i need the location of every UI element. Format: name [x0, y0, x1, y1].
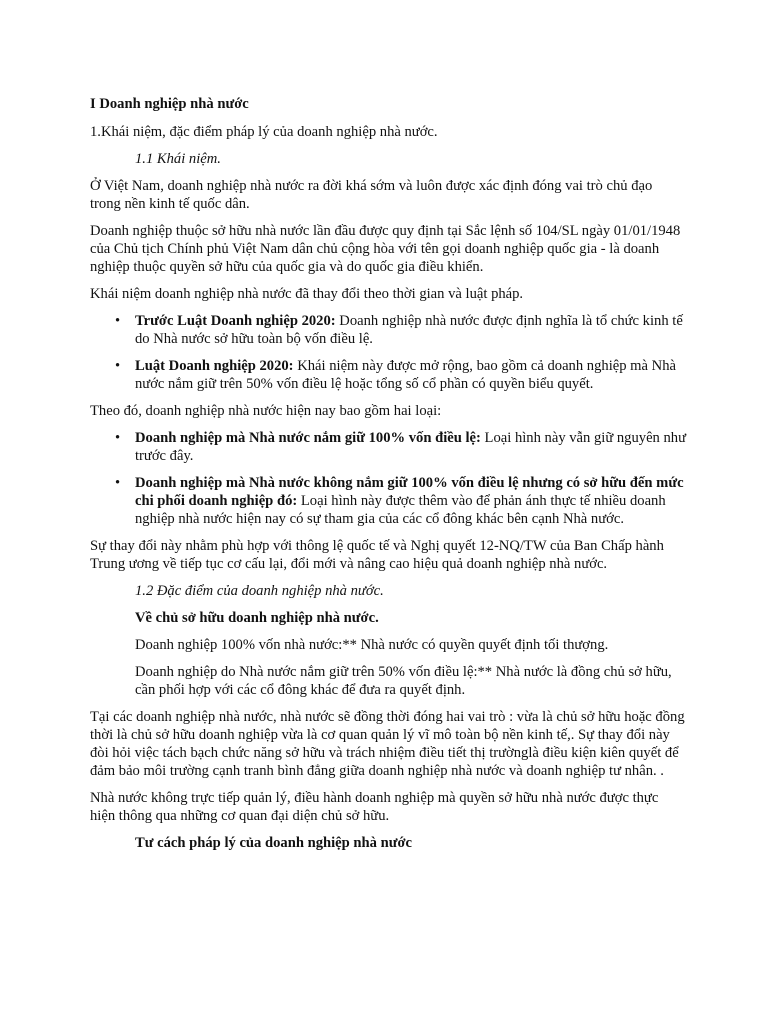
list-item-label: Trước Luật Doanh nghiệp 2020: [135, 313, 336, 329]
list-item [135, 357, 686, 393]
paragraph: Doanh nghiệp do Nhà nước nắm giữ trên 50% vốn điều lệ:** Nhà nước là đồng chủ sở hữu, cần phối hợp với các cổ đông khác để đưa ra quyết định. [135, 664, 672, 698]
document-body [90, 95, 686, 861]
paragraph: Khái niệm doanh nghiệp nhà nước đã thay đổi theo thời gian và luật pháp. [90, 286, 524, 302]
list-item-text: Loại hình này được thêm vào để phản ánh thực tế nhiều doanh nghiệp nhà nước hiện nay có sự tham gia của các cổ đông khác bên cạnh Nhà nước. [135, 493, 666, 527]
list-item-text: Khái niệm này được mở rộng, bao gồm cả doanh nghiệp mà Nhà nước nắm giữ trên 50% vốn điều lệ hoặc tổng số cổ phần có quyền biểu quyết. [135, 358, 676, 392]
section-heading-1: 1.Khái niệm, đặc điểm pháp lý của doanh nghiệp nhà nước. [90, 124, 438, 140]
paragraph: Tại các doanh nghiệp nhà nước, nhà nước sẽ đồng thời đóng hai vai trò : vừa là chủ sở hữu hoặc đồng thời là chủ sở hữu doanh nghiệp vừa là cơ quan quản lý vĩ mô toàn bộ nền kinh tế,. Sự thay đổi này đòi hỏi việc tách bạch chức năng sở hữu và trách nhiệm điều tiết thị trườnglà điều kiện kiên quyết để đảm bảo môi trường cạnh tranh bình đẳng giữa doanh nghiệp nhà nước và doanh nghiệp tư nhân. . [90, 709, 685, 779]
paragraph: Sự thay đổi này nhằm phù hợp với thông lệ quốc tế và Nghị quyết 12-NQ/TW của Ban Chấp hành Trung ương về tiếp tục cơ cấu lại, đổi mới và nâng cao hiệu quả doanh nghiệp nhà nước. [90, 538, 664, 572]
list-item [135, 312, 686, 348]
list-item-label: Doanh nghiệp mà Nhà nước không nắm giữ 100% vốn điều lệ nhưng có sở hữu đến mức chi phối doanh nghiệp đó: [135, 475, 684, 509]
list-item [135, 429, 686, 465]
heading-ownership: Về chủ sở hữu doanh nghiệp nhà nước. [135, 610, 379, 626]
list-item [135, 474, 686, 528]
list-item-label: Doanh nghiệp mà Nhà nước nắm giữ 100% vốn điều lệ: [135, 430, 481, 446]
paragraph: Nhà nước không trực tiếp quản lý, điều hành doanh nghiệp mà quyền sở hữu nhà nước được thực hiện thông qua những cơ quan đại diện chủ sở hữu. [90, 790, 659, 824]
bullet-list-enterprise-types [90, 429, 686, 528]
subsection-heading-1-1: 1.1 Khái niệm. [135, 151, 221, 167]
paragraph: Ở Việt Nam, doanh nghiệp nhà nước ra đời khá sớm và luôn được xác định đóng vai trò chủ đạo trong nền kinh tế quốc dân. [90, 178, 653, 212]
paragraph: Doanh nghiệp thuộc sở hữu nhà nước lần đầu được quy định tại Sắc lệnh số 104/SL ngày 01/01/1948 của Chủ tịch Chính phủ Việt Nam dân chủ cộng hòa với tên gọi doanh nghiệp quốc gia - là doanh nghiệp thuộc quyền sở hữu của quốc gia và do quốc gia điều khiển. [90, 223, 681, 275]
paragraph: Theo đó, doanh nghiệp nhà nước hiện nay bao gồm hai loại: [90, 403, 442, 419]
list-item-text: Doanh nghiệp nhà nước được định nghĩa là tổ chức kinh tế do Nhà nước sở hữu toàn bộ vốn điều lệ. [135, 313, 683, 347]
bullet-list-law-changes [90, 312, 686, 393]
heading-legal-status: Tư cách pháp lý của doanh nghiệp nhà nước [135, 835, 413, 851]
list-item-label: Luật Doanh nghiệp 2020: [135, 358, 294, 374]
subsection-heading-1-2: 1.2 Đặc điểm của doanh nghiệp nhà nước. [135, 583, 384, 599]
list-item-text: Loại hình này vẫn giữ nguyên như trước đây. [135, 430, 687, 464]
paragraph: Doanh nghiệp 100% vốn nhà nước:** Nhà nước có quyền quyết định tối thượng. [135, 637, 609, 653]
document-title: I Doanh nghiệp nhà nước [90, 96, 249, 112]
